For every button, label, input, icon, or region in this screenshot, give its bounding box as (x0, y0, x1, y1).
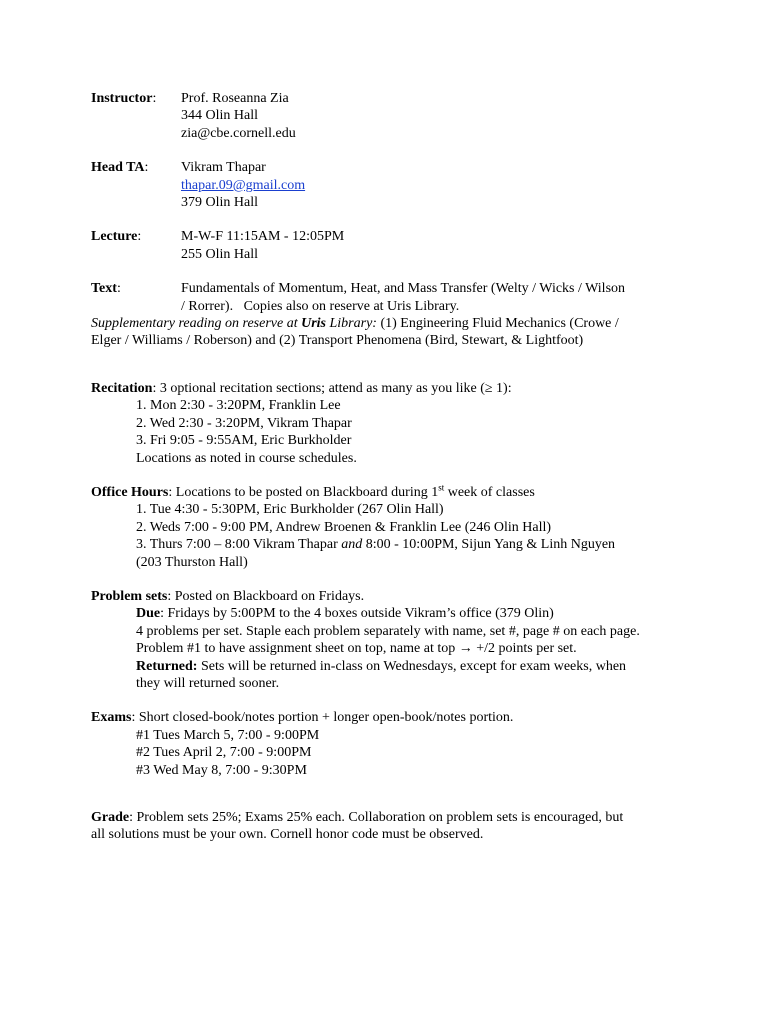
problem-sets-header: Problem sets: Posted on Blackboard on Fridays. (91, 588, 365, 604)
list-item: 1. Mon 2:30 - 3:20PM, Franklin Lee (136, 398, 341, 414)
lecture-block: Lecture: M-W-F 11:15AM - 12:05PM 255 Olin Hall (91, 228, 691, 263)
lecture-label: Lecture (91, 229, 138, 245)
head-ta-name: Vikram Thapar (181, 160, 266, 176)
supplementary-reading: Supplementary reading on reserve at Uris Library: (1) Engineering Fluid Mechanics (Crowe / (91, 316, 619, 332)
lecture-room: 255 Olin Hall (181, 246, 258, 262)
list-item: #2 Tues April 2, 7:00 - 9:00PM (136, 745, 312, 761)
head-ta-office: 379 Olin Hall (181, 195, 258, 211)
problem-sets-details: Due: Fridays by 5:00PM to the 4 boxes outside Vikram’s office (379 Olin) 4 problems per set. Staple each problem separately with name, set #, page # on each page. Problem #1 to have assignment sheet on top, name at top → +/2 points per set. Returned: Sets will be returned in-class on Wednesdays, except for exam weeks, when they will returned sooner. (136, 606, 640, 691)
list-item: 3. Thurs 7:00 – 8:00 Vikram Thapar and 8:00 - 10:00PM, Sijun Yang & Linh Nguyen (136, 537, 616, 553)
text-block: Text: Fundamentals of Momentum, Heat, and Mass Transfer (Welty / Wicks / Wilson / Rorrer). Copies also on reserve at Uris Library. (91, 280, 691, 315)
problem-sets-label: Problem sets (91, 588, 168, 604)
list-item: 2. Wed 2:30 - 3:20PM, Vikram Thapar (136, 415, 352, 431)
head-ta-block: Head TA: Vikram Thapar thapar.09@gmail.com 379 Olin Hall (91, 159, 691, 211)
exams-label: Exams (91, 710, 132, 726)
recitation-note: Locations as noted in course schedules. (136, 450, 357, 466)
exams-header: Exams: Short closed-book/notes portion + longer open-book/notes portion. (91, 710, 514, 726)
instructor-block: Instructor: Prof. Roseanna Zia 344 Olin Hall zia@cbe.cornell.edu (91, 90, 691, 142)
lecture-time: M-W-F 11:15AM - 12:05PM (181, 229, 345, 245)
office-hours-list (91, 501, 691, 571)
textbook-line-1: Fundamentals of Momentum, Heat, and Mass Transfer (Welty / Wicks / Wilson (181, 281, 626, 297)
instructor-name: Prof. Roseanna Zia (181, 91, 289, 106)
instructor-office: 344 Olin Hall (181, 108, 258, 124)
instructor-email: zia@cbe.cornell.edu (181, 125, 296, 141)
head-ta-email-link[interactable]: thapar.09@gmail.com (181, 177, 306, 193)
office-hours-label: Office Hours (91, 484, 169, 500)
head-ta-label: Head TA (91, 160, 145, 176)
recitation-header: Recitation: 3 optional recitation sections; attend as many as you like (≥ 1): (91, 380, 512, 396)
returned-label: Returned: (136, 658, 198, 674)
list-item: #1 Tues March 5, 7:00 - 9:00PM (136, 727, 320, 743)
supplementary-reading-line-2: Elger / Williams / Roberson) and (2) Transport Phenomena (Bird, Stewart, & Lightfoot) (91, 333, 584, 349)
office-hours-header: Office Hours: Locations to be posted on Blackboard during 1st week of classes (91, 482, 535, 500)
list-item: 3. Fri 9:05 - 9:55AM, Eric Burkholder (136, 433, 352, 449)
instructor-label: Instructor (91, 91, 153, 106)
list-item: (203 Thurston Hall) (136, 554, 248, 570)
recitation-label: Recitation (91, 380, 153, 396)
exams-list (91, 727, 691, 779)
grade-label: Grade (91, 810, 130, 825)
list-item: 2. Weds 7:00 - 9:00 PM, Andrew Broenen & Franklin Lee (246 Olin Hall) (136, 519, 552, 535)
list-item: #3 Wed May 8, 7:00 - 9:30PM (136, 762, 307, 778)
grade-block: Grade: Problem sets 25%; Exams 25% each. Collaboration on problem sets is encouraged, but (91, 810, 624, 825)
textbook-line-2: / Rorrer). Copies also on reserve at Uris Library. (181, 298, 460, 314)
list-item: 1. Tue 4:30 - 5:30PM, Eric Burkholder (267 Olin Hall) (136, 502, 444, 518)
text-label: Text (91, 281, 117, 297)
due-label: Due (136, 606, 161, 622)
recitation-list (91, 397, 691, 467)
syllabus-document: Instructor: Prof. Roseanna Zia 344 Olin Hall zia@cbe.cornell.edu Head TA: Vikram Thapar thapar.09@gmail.com 379 Olin Hall Lecture: M-W-F 11:15AM - 12:05PM 255 Olin Hall Text: Fundamentals of Momentum, Heat, and Mass Transfer (Welty / Wicks / Wilson / Rorrer). Copies also on reserve at Uris Library. Supplementary reading on reserve at Uris Library: (1) Engineering Fluid Mechanics (Crowe / Elger / Williams / Roberson) and (2) Transport Phenomena (Bird, Stewart, & Lightfoot) Recitation: 3 optional recitation sections; attend as many as you like (≥ 1): 1. Mon 2:30 - 3:20PM, Franklin Lee 2. Wed 2:30 - 3:20PM, Vikram Thapar 3. Fri 9:05 - 9:55AM, Eric Burkholder Locations as noted in course schedules. Office Hours: Locations to be posted on Blackboard during 1st week of classes 1. Tue 4:30 - 5:30PM, Eric Burkholder (267 Olin Hall) 2. Weds 7:00 - 9:00 PM, Andrew Broenen & Franklin Lee (246 Olin Hall) 3. Thurs 7:00 – 8:00 Vikram Thapar and 8:00 - 10:00PM, Sijun Yang & Linh Nguyen (203 Thurston Hall) Problem sets: Posted on Blackboard on Fridays. Due: Fridays by 5:00PM to the 4 boxes outside Vikram’s office (379 Olin) 4 problems per set. Staple each problem separately with name, set #, page # on each page. Problem #1 to have assignment sheet on top, name at top → +/2 points per set. Returned: Sets will be returned in-class on Wednesdays, except for exam weeks, when they will returned sooner. Exams: Short closed-book/notes portion + longer open-book/notes portion. #1 Tues March 5, 7:00 - 9:00PM #2 Tues April 2, 7:00 - 9:00PM #3 Wed May 8, 7:00 - 9:30PM Grade: Problem sets 25%; Exams 25% each. Collaboration on problem sets is encouraged, but all solutions must be your own. Cornell honor code must be observed. (91, 90, 691, 844)
